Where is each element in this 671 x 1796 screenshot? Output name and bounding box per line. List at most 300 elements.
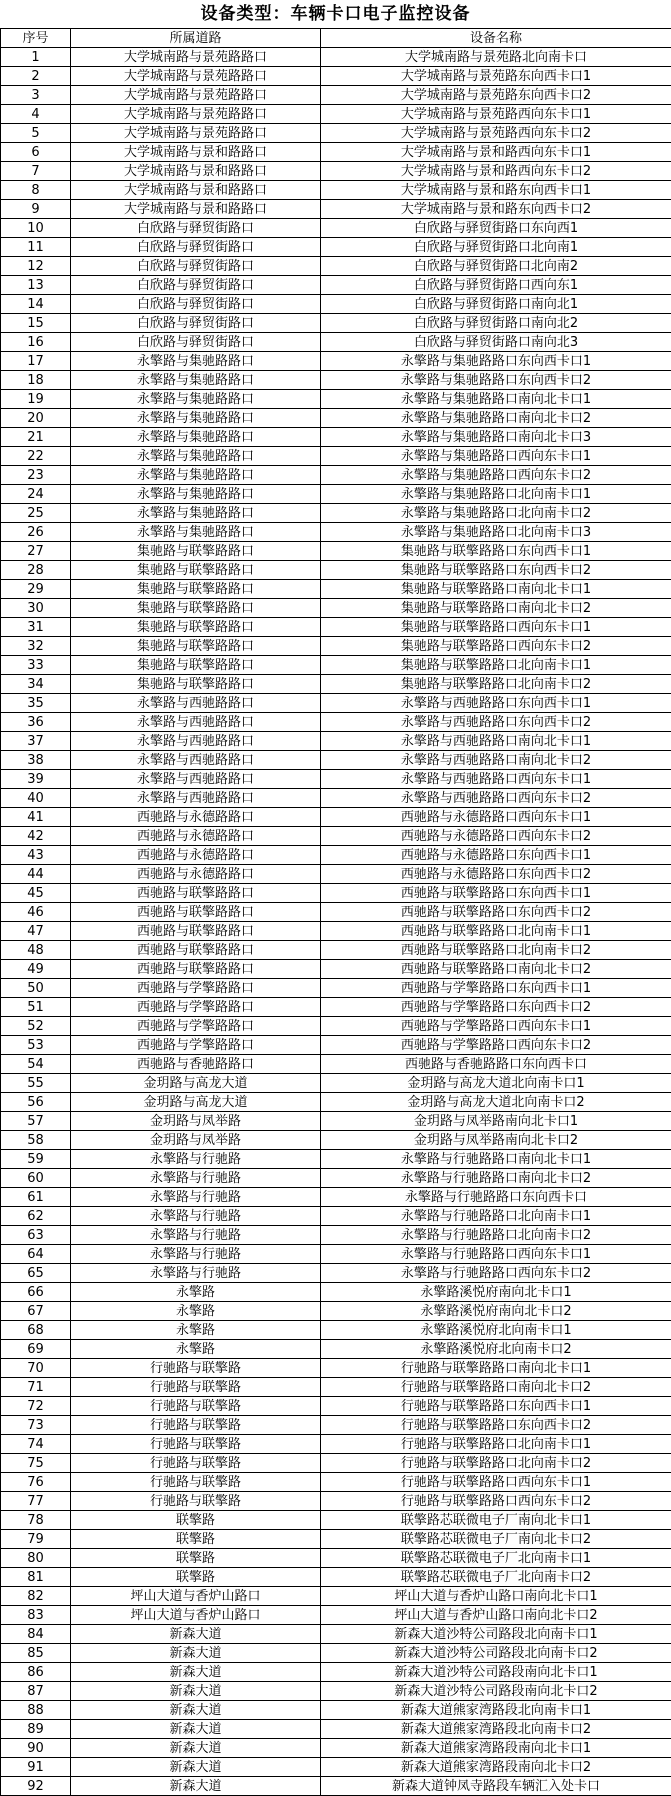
table-row [1,1093,671,1112]
cell-road: 集驰路与联擎路路口 [71,599,321,618]
cell-road: 行驰路与联擎路 [71,1416,321,1435]
cell-device: 永擎路与集驰路路口西向东卡口2 [321,466,671,485]
cell-device: 集驰路与联擎路路口北向南卡口1 [321,656,671,675]
cell-index: 57 [1,1112,71,1131]
table-row [1,1454,671,1473]
cell-device: 行驰路与联擎路路口南向北卡口2 [321,1378,671,1397]
cell-road: 永擎路 [71,1321,321,1340]
cell-device: 永擎路与集驰路路口东向西卡口1 [321,352,671,371]
cell-device: 金玥路与凤举路南向北卡口1 [321,1112,671,1131]
cell-road: 金玥路与凤举路 [71,1112,321,1131]
cell-road: 新森大道 [71,1682,321,1701]
table-row [1,1283,671,1302]
cell-device: 西驰路与联擎路路口东向西卡口2 [321,903,671,922]
cell-road: 白欣路与驿贸街路口 [71,295,321,314]
cell-road: 行驰路与联擎路 [71,1397,321,1416]
cell-device: 联擎路芯联微电子厂北向南卡口1 [321,1549,671,1568]
cell-index: 16 [1,333,71,352]
cell-road: 永擎路与集驰路路口 [71,352,321,371]
cell-road: 白欣路与驿贸街路口 [71,219,321,238]
table-row [1,1473,671,1492]
table-row [1,181,671,200]
cell-road: 永擎路与集驰路路口 [71,428,321,447]
cell-device: 永擎路与西驰路路口东向西卡口2 [321,713,671,732]
cell-device: 白欣路与驿贸街路口北向南1 [321,238,671,257]
cell-device: 大学城南路与景和路西向东卡口1 [321,143,671,162]
cell-index: 24 [1,485,71,504]
cell-index: 67 [1,1302,71,1321]
cell-device: 永擎路溪悦府南向北卡口1 [321,1283,671,1302]
cell-road: 坪山大道与香炉山路口 [71,1606,321,1625]
cell-device: 西驰路与永德路路口西向东卡口2 [321,827,671,846]
cell-device: 联擎路芯联微电子厂南向北卡口2 [321,1530,671,1549]
table-row [1,846,671,865]
cell-device: 永擎路与西驰路路口西向东卡口1 [321,770,671,789]
cell-road: 永擎路与西驰路路口 [71,789,321,808]
cell-index: 75 [1,1454,71,1473]
cell-device: 新森大道熊家湾路段北向南卡口2 [321,1720,671,1739]
cell-device: 集驰路与联擎路路口南向北卡口2 [321,599,671,618]
cell-index: 30 [1,599,71,618]
column-header-index: 序号 [1,29,71,48]
cell-index: 64 [1,1245,71,1264]
table-row [1,656,671,675]
cell-index: 15 [1,314,71,333]
cell-index: 45 [1,884,71,903]
cell-road: 大学城南路与景苑路路口 [71,86,321,105]
table-row [1,314,671,333]
cell-road: 新森大道 [71,1777,321,1796]
cell-road: 白欣路与驿贸街路口 [71,276,321,295]
table-body [1,48,671,1796]
cell-device: 集驰路与联擎路路口东向西卡口2 [321,561,671,580]
cell-device: 集驰路与联擎路路口东向西卡口1 [321,542,671,561]
table-row [1,1663,671,1682]
cell-road: 永擎路与行驰路 [71,1188,321,1207]
cell-road: 西驰路与学擎路路口 [71,1017,321,1036]
cell-device: 永擎路与集驰路路口北向南卡口1 [321,485,671,504]
cell-device: 行驰路与联擎路路口东向西卡口2 [321,1416,671,1435]
cell-road: 西驰路与联擎路路口 [71,884,321,903]
cell-index: 10 [1,219,71,238]
table-row [1,618,671,637]
cell-device: 西驰路与联擎路路口北向南卡口1 [321,922,671,941]
cell-road: 永擎路与西驰路路口 [71,732,321,751]
cell-device: 行驰路与联擎路路口南向北卡口1 [321,1359,671,1378]
cell-road: 永擎路与集驰路路口 [71,390,321,409]
table-row [1,276,671,295]
cell-index: 29 [1,580,71,599]
cell-index: 56 [1,1093,71,1112]
table-row [1,295,671,314]
table-row [1,1644,671,1663]
table-row [1,1568,671,1587]
table-row [1,1625,671,1644]
cell-index: 14 [1,295,71,314]
cell-index: 65 [1,1264,71,1283]
cell-index: 51 [1,998,71,1017]
cell-road: 白欣路与驿贸街路口 [71,314,321,333]
cell-index: 77 [1,1492,71,1511]
table-row [1,1340,671,1359]
cell-index: 46 [1,903,71,922]
cell-road: 永擎路与西驰路路口 [71,713,321,732]
table-row [1,1321,671,1340]
cell-road: 大学城南路与景苑路路口 [71,48,321,67]
cell-road: 西驰路与永德路路口 [71,808,321,827]
cell-index: 82 [1,1587,71,1606]
cell-road: 永擎路与西驰路路口 [71,694,321,713]
cell-road: 永擎路 [71,1302,321,1321]
cell-road: 永擎路与行驰路 [71,1226,321,1245]
cell-road: 永擎路与行驰路 [71,1245,321,1264]
cell-road: 白欣路与驿贸街路口 [71,333,321,352]
cell-device: 大学城南路与景苑路西向东卡口2 [321,124,671,143]
cell-device: 永擎路与集驰路路口南向北卡口2 [321,409,671,428]
cell-road: 永擎路与集驰路路口 [71,485,321,504]
table-row [1,770,671,789]
table-row [1,1131,671,1150]
device-table [0,28,671,1796]
cell-device: 新森大道沙特公司路段南向北卡口2 [321,1682,671,1701]
cell-device: 永擎路与西驰路路口西向东卡口2 [321,789,671,808]
table-row [1,903,671,922]
cell-index: 78 [1,1511,71,1530]
page-title: 设备类型：车辆卡口电子监控设备 [0,0,671,28]
table-row [1,599,671,618]
cell-road: 联擎路 [71,1530,321,1549]
cell-road: 永擎路与行驰路 [71,1264,321,1283]
table-row [1,219,671,238]
cell-device: 行驰路与联擎路路口西向东卡口1 [321,1473,671,1492]
cell-index: 2 [1,67,71,86]
table-row [1,48,671,67]
cell-road: 联擎路 [71,1549,321,1568]
cell-road: 西驰路与学擎路路口 [71,979,321,998]
cell-road: 集驰路与联擎路路口 [71,580,321,599]
cell-road: 集驰路与联擎路路口 [71,675,321,694]
cell-device: 金玥路与凤举路南向北卡口2 [321,1131,671,1150]
table-row [1,1397,671,1416]
cell-road: 西驰路与永德路路口 [71,827,321,846]
table-row [1,1682,671,1701]
cell-index: 33 [1,656,71,675]
cell-index: 20 [1,409,71,428]
table-row [1,238,671,257]
cell-index: 59 [1,1150,71,1169]
cell-index: 19 [1,390,71,409]
cell-device: 西驰路与学擎路路口西向东卡口1 [321,1017,671,1036]
cell-device: 金玥路与高龙大道北向南卡口2 [321,1093,671,1112]
cell-index: 12 [1,257,71,276]
table-row [1,1169,671,1188]
cell-road: 新森大道 [71,1644,321,1663]
cell-road: 永擎路与集驰路路口 [71,409,321,428]
table-row [1,979,671,998]
table-row [1,1435,671,1454]
cell-index: 35 [1,694,71,713]
table-row [1,143,671,162]
cell-device: 永擎路与行驰路路口北向南卡口2 [321,1226,671,1245]
table-row [1,789,671,808]
cell-road: 永擎路与西驰路路口 [71,770,321,789]
table-row [1,1758,671,1777]
cell-road: 新森大道 [71,1758,321,1777]
cell-road: 行驰路与联擎路 [71,1435,321,1454]
cell-road: 大学城南路与景和路路口 [71,200,321,219]
cell-road: 西驰路与联擎路路口 [71,941,321,960]
cell-index: 76 [1,1473,71,1492]
table-row [1,1074,671,1093]
cell-road: 新森大道 [71,1720,321,1739]
cell-road: 集驰路与联擎路路口 [71,637,321,656]
cell-index: 39 [1,770,71,789]
cell-device: 坪山大道与香炉山路口南向北卡口1 [321,1587,671,1606]
table-row [1,124,671,143]
cell-road: 永擎路与西驰路路口 [71,751,321,770]
column-header-device: 设备名称 [321,29,671,48]
cell-index: 61 [1,1188,71,1207]
cell-road: 集驰路与联擎路路口 [71,561,321,580]
cell-device: 永擎路与集驰路路口东向西卡口2 [321,371,671,390]
table-row [1,1017,671,1036]
cell-road: 行驰路与联擎路 [71,1492,321,1511]
table-row [1,162,671,181]
cell-index: 58 [1,1131,71,1150]
cell-index: 54 [1,1055,71,1074]
cell-road: 西驰路与学擎路路口 [71,1036,321,1055]
cell-device: 新森大道沙特公司路段南向北卡口1 [321,1663,671,1682]
cell-index: 86 [1,1663,71,1682]
cell-road: 永擎路与集驰路路口 [71,523,321,542]
cell-device: 新森大道熊家湾路段南向北卡口1 [321,1739,671,1758]
table-row [1,371,671,390]
table-row [1,1701,671,1720]
table-row [1,333,671,352]
cell-index: 55 [1,1074,71,1093]
table-row [1,960,671,979]
cell-index: 27 [1,542,71,561]
cell-index: 71 [1,1378,71,1397]
cell-index: 80 [1,1549,71,1568]
table-row [1,466,671,485]
table-row [1,200,671,219]
cell-index: 34 [1,675,71,694]
cell-index: 37 [1,732,71,751]
cell-device: 大学城南路与景和路西向东卡口2 [321,162,671,181]
table-row [1,1036,671,1055]
table-row [1,352,671,371]
cell-device: 永擎路与行驰路路口西向东卡口2 [321,1264,671,1283]
cell-index: 84 [1,1625,71,1644]
table-row [1,1359,671,1378]
table-row [1,580,671,599]
cell-device: 集驰路与联擎路路口北向南卡口2 [321,675,671,694]
cell-road: 金玥路与凤举路 [71,1131,321,1150]
cell-device: 永擎路与行驰路路口北向南卡口1 [321,1207,671,1226]
cell-index: 50 [1,979,71,998]
cell-device: 永擎路与西驰路路口南向北卡口2 [321,751,671,770]
table-row [1,941,671,960]
cell-index: 89 [1,1720,71,1739]
cell-device: 白欣路与驿贸街路口西向东1 [321,276,671,295]
cell-road: 永擎路与集驰路路口 [71,371,321,390]
cell-index: 6 [1,143,71,162]
cell-road: 白欣路与驿贸街路口 [71,238,321,257]
cell-device: 西驰路与永德路路口西向东卡口1 [321,808,671,827]
cell-index: 23 [1,466,71,485]
cell-device: 联擎路芯联微电子厂南向北卡口1 [321,1511,671,1530]
cell-road: 西驰路与香驰路路口 [71,1055,321,1074]
cell-road: 坪山大道与香炉山路口 [71,1587,321,1606]
cell-device: 集驰路与联擎路路口西向东卡口1 [321,618,671,637]
cell-device: 永擎路与集驰路路口北向南卡口2 [321,504,671,523]
cell-device: 大学城南路与景苑路北向南卡口 [321,48,671,67]
table-row [1,1188,671,1207]
cell-index: 66 [1,1283,71,1302]
cell-device: 永擎路与集驰路路口北向南卡口3 [321,523,671,542]
cell-index: 60 [1,1169,71,1188]
cell-device: 大学城南路与景苑路东向西卡口2 [321,86,671,105]
cell-device: 大学城南路与景和路东向西卡口2 [321,200,671,219]
cell-road: 新森大道 [71,1739,321,1758]
cell-device: 行驰路与联擎路路口西向东卡口2 [321,1492,671,1511]
cell-index: 18 [1,371,71,390]
cell-index: 4 [1,105,71,124]
cell-device: 大学城南路与景苑路西向东卡口1 [321,105,671,124]
table-row [1,67,671,86]
table-row [1,561,671,580]
cell-road: 大学城南路与景和路路口 [71,181,321,200]
cell-device: 永擎路与行驰路路口南向北卡口1 [321,1150,671,1169]
cell-road: 西驰路与永德路路口 [71,846,321,865]
table-row [1,86,671,105]
cell-device: 新森大道沙特公司路段北向南卡口2 [321,1644,671,1663]
cell-index: 25 [1,504,71,523]
cell-road: 永擎路 [71,1340,321,1359]
cell-device: 永擎路与集驰路路口西向东卡口1 [321,447,671,466]
cell-road: 永擎路与集驰路路口 [71,447,321,466]
cell-index: 3 [1,86,71,105]
cell-device: 白欣路与驿贸街路口东向西1 [321,219,671,238]
cell-road: 永擎路 [71,1283,321,1302]
table-row [1,637,671,656]
cell-road: 大学城南路与景苑路路口 [71,124,321,143]
cell-device: 西驰路与联擎路路口东向西卡口1 [321,884,671,903]
cell-device: 联擎路芯联微电子厂北向南卡口2 [321,1568,671,1587]
cell-road: 集驰路与联擎路路口 [71,618,321,637]
cell-index: 8 [1,181,71,200]
cell-device: 白欣路与驿贸街路口南向北2 [321,314,671,333]
cell-index: 48 [1,941,71,960]
table-row [1,1378,671,1397]
table-row [1,1055,671,1074]
cell-index: 43 [1,846,71,865]
cell-device: 行驰路与联擎路路口北向南卡口1 [321,1435,671,1454]
table-row [1,694,671,713]
cell-device: 白欣路与驿贸街路口南向北3 [321,333,671,352]
cell-index: 88 [1,1701,71,1720]
table-row [1,1511,671,1530]
cell-index: 79 [1,1530,71,1549]
cell-device: 行驰路与联擎路路口北向南卡口2 [321,1454,671,1473]
table-row [1,1530,671,1549]
table-row [1,713,671,732]
cell-road: 金玥路与高龙大道 [71,1074,321,1093]
cell-index: 47 [1,922,71,941]
cell-device: 金玥路与高龙大道北向南卡口1 [321,1074,671,1093]
table-row [1,1549,671,1568]
cell-device: 永擎路溪悦府北向南卡口1 [321,1321,671,1340]
table-row [1,1492,671,1511]
cell-index: 68 [1,1321,71,1340]
cell-device: 西驰路与永德路路口东向西卡口2 [321,865,671,884]
cell-index: 69 [1,1340,71,1359]
table-row [1,428,671,447]
table-row [1,922,671,941]
table-row [1,1777,671,1796]
table-row [1,504,671,523]
table-row [1,257,671,276]
cell-index: 13 [1,276,71,295]
cell-device: 永擎路与西驰路路口东向西卡口1 [321,694,671,713]
cell-index: 7 [1,162,71,181]
cell-index: 44 [1,865,71,884]
table-row [1,523,671,542]
cell-index: 21 [1,428,71,447]
cell-device: 集驰路与联擎路路口西向东卡口2 [321,637,671,656]
cell-index: 63 [1,1226,71,1245]
cell-device: 大学城南路与景和路东向西卡口1 [321,181,671,200]
header-row [1,29,671,48]
table-row [1,542,671,561]
cell-road: 永擎路与集驰路路口 [71,504,321,523]
table-row [1,1587,671,1606]
cell-device: 西驰路与香驰路路口东向西卡口 [321,1055,671,1074]
cell-road: 新森大道 [71,1701,321,1720]
table-row [1,827,671,846]
cell-index: 28 [1,561,71,580]
cell-road: 联擎路 [71,1511,321,1530]
cell-road: 永擎路与行驰路 [71,1169,321,1188]
cell-device: 行驰路与联擎路路口东向西卡口1 [321,1397,671,1416]
cell-device: 新森大道熊家湾路段北向南卡口1 [321,1701,671,1720]
cell-index: 81 [1,1568,71,1587]
cell-index: 42 [1,827,71,846]
cell-road: 西驰路与联擎路路口 [71,903,321,922]
cell-index: 36 [1,713,71,732]
cell-road: 西驰路与联擎路路口 [71,960,321,979]
table-row [1,485,671,504]
cell-road: 西驰路与学擎路路口 [71,998,321,1017]
cell-index: 49 [1,960,71,979]
cell-index: 87 [1,1682,71,1701]
table-row [1,1416,671,1435]
cell-device: 永擎路与行驰路路口西向东卡口1 [321,1245,671,1264]
cell-device: 西驰路与永德路路口东向西卡口1 [321,846,671,865]
cell-road: 永擎路与行驰路 [71,1207,321,1226]
cell-index: 85 [1,1644,71,1663]
cell-device: 新森大道钟凤寺路段车辆汇入处卡口 [321,1777,671,1796]
cell-index: 1 [1,48,71,67]
cell-device: 新森大道沙特公司路段北向南卡口1 [321,1625,671,1644]
cell-device: 永擎路与行驰路路口南向北卡口2 [321,1169,671,1188]
column-header-road: 所属道路 [71,29,321,48]
cell-device: 集驰路与联擎路路口南向北卡口1 [321,580,671,599]
cell-road: 白欣路与驿贸街路口 [71,257,321,276]
cell-road: 行驰路与联擎路 [71,1359,321,1378]
cell-device: 西驰路与学擎路路口东向西卡口2 [321,998,671,1017]
